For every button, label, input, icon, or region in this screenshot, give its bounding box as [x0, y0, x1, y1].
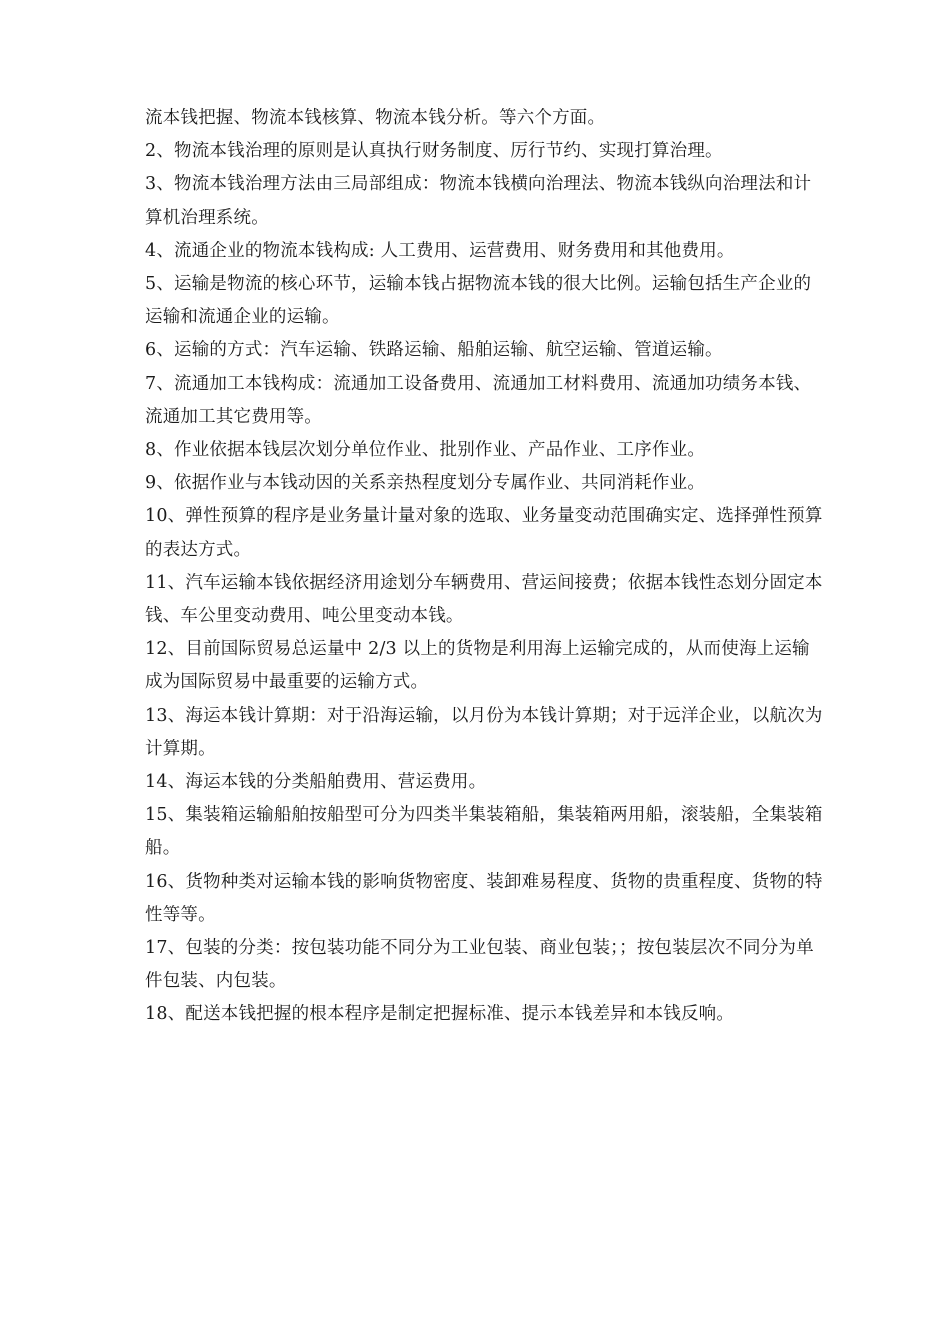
document-body [145, 102, 825, 1032]
paragraph-item-6: 6、运输的方式：汽车运输、铁路运输、船舶运输、航空运输、管道运输。 [145, 340, 723, 361]
paragraph-item-14: 14、海运本钱的分类船舶费用、营运费用。 [145, 772, 487, 793]
paragraph-item-11: 11、汽车运输本钱依据经济用途划分车辆费用、营运间接费；依据本钱性态划分固定本钱、车公里变动费用、吨公里变动本钱。 [145, 572, 823, 627]
paragraph-item-3: 3、物流本钱治理方法由三局部组成：物流本钱横向治理法、物流本钱纵向治理法和计算机治理系统。 [145, 174, 812, 228]
paragraph-item-8: 8、作业依据本钱层次划分单位作业、批别作业、产品作业、工序作业。 [145, 440, 706, 461]
paragraph-item-17: 17、包装的分类：按包装功能不同分为工业包装、商业包装；；按包装层次不同分为单件包装、内包装。 [145, 938, 814, 992]
paragraph-item-4: 4、流通企业的物流本钱构成: 人工费用、运营费用、财务费用和其他费用。 [145, 240, 735, 261]
paragraph-item-9: 9、依据作业与本钱动因的关系亲热程度划分专属作业、共同消耗作业。 [145, 473, 706, 494]
paragraph-item-18: 18、配送本钱把握的根本程序是制定把握标准、提示本钱差异和本钱反响。 [145, 1004, 735, 1025]
paragraph-item-10: 10、弹性预算的程序是业务量计量对象的选取、业务量变动范围确实定、选择弹性预算的表达方式。 [145, 506, 823, 560]
paragraph-item-5: 5、运输是物流的核心环节，运输本钱占据物流本钱的很大比例。运输包括生产企业的运输和流通企业的运输。 [145, 274, 812, 328]
paragraph-item-7: 7、流通加工本钱构成：流通加工设备费用、流通加工材料费用、流通加功绩务本钱、流通加工其它费用等。 [145, 373, 812, 427]
paragraph-item-16: 16、货物种类对运输本钱的影响货物密度、装卸难易程度、货物的贵重程度、货物的特性等等。 [145, 871, 823, 925]
paragraph-continuation: 流本钱把握、物流本钱核算、物流本钱分析。等六个方面。 [145, 108, 606, 128]
paragraph-item-13: 13、海运本钱计算期：对于沿海运输，以月份为本钱计算期；对于远洋企业，以航次为计算期。 [145, 705, 823, 759]
paragraph-item-2: 2、物流本钱治理的原则是认真执行财务制度、厉行节约、实现打算治理。 [145, 141, 723, 162]
paragraph-item-15: 15、集装箱运输船舶按船型可分为四类半集装箱船，集装箱两用船，滚装船，全集装箱船。 [145, 805, 823, 859]
paragraph-item-12: 12、目前国际贸易总运量中 2/3 以上的货物是利用海上运输完成的，从而使海上运输成为国际贸易中最重要的运输方式。 [145, 639, 810, 693]
